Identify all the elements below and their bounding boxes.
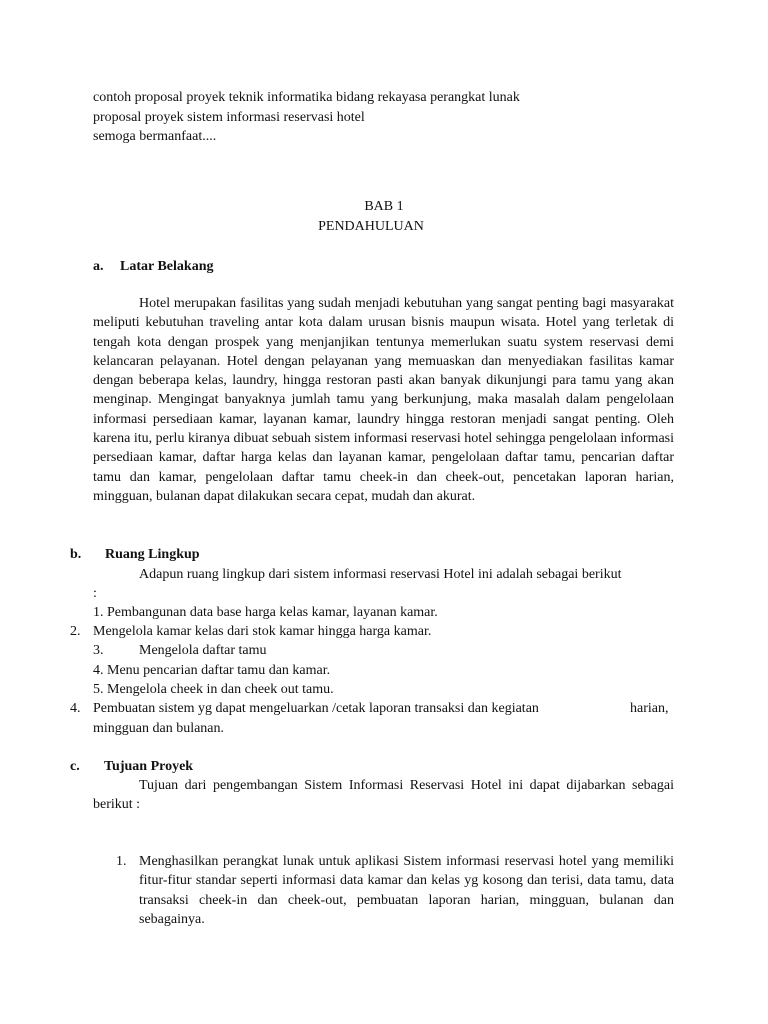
list-item: 4. Menu pencarian daftar tamu dan kamar. (93, 663, 331, 678)
list-item-number: 3. (93, 643, 104, 658)
intro-block (93, 88, 693, 147)
section-c-intro: Tujuan dari pengembangan Sistem Informasi Reservasi Hotel ini dapat dijabarkan sebagai berikut : (93, 778, 674, 813)
section-b-colon: : (93, 586, 97, 601)
list-item: Pembuatan sistem yg dapat mengeluarkan /cetak laporan transaksi dan kegiatan (93, 701, 539, 716)
chapter-title: PENDAHULUAN (318, 219, 424, 234)
section-a-paragraph: Hotel merupakan fasilitas yang sudah menjadi kebutuhan yang sangat penting bagi masyarakat meliputi kebutuhan traveling antar kota dalam urusan bisnis maupun wisata. Hotel yang terletak di tengah kota dengan prospek yang menjanjikan tentunya memerlukan suatu system reservasi demi kelancaran pelayanan. Hotel dengan pelayanan yang memuaskan dan menyediakan fasilitas kamar dengan beberapa kelas, laundry, hingga restoran pasti akan banyak dikunjungi para tamu yang akan menginap. Mengingat banyaknya jumlah tamu yang berkunjung, maka masalah dalam pengelolaan informasi persediaan kamar, layanan kamar, laundry hingga restoran menjadi sangat penting. Oleh karena itu, perlu kiranya dibuat sebuah sistem informasi reservasi hotel sehingga pengelolaan informasi persediaan kamar, daftar harga kelas dan layanan kamar, pengelolaan daftar tamu, pencarian daftar tamu dan kamar, pengelolaan daftar tamu cheek-in dan cheek-out, pencetakan laporan harian, mingguan, bulanan dapat dilakukan secara cepat, mudah dan akurat. (93, 296, 674, 504)
section-b-intro: Adapun ruang lingkup dari sistem informasi reservasi Hotel ini adalah sebagai berikut (139, 567, 622, 582)
section-c-item-text: Menghasilkan perangkat lunak untuk aplikasi Sistem informasi reservasi hotel yang memiliki fitur-fitur standar seperti informasi data kamar dan kelas yg kosong dan terisi, data tamu, data transaksi cheek-in dan cheek-out, pembuatan laporan harian, mingguan, bulanan dan sebagainya. (139, 854, 674, 927)
section-b-title: Ruang Lingkup (105, 547, 200, 562)
section-c-title: Tujuan Proyek (104, 759, 194, 774)
list-item-continuation: harian, (630, 701, 669, 716)
list-item: 5. Mengelola cheek in dan cheek out tamu. (93, 682, 334, 697)
section-c-marker: c. (70, 759, 80, 774)
list-item: 1. Pembangunan data base harga kelas kamar, layanan kamar. (93, 605, 438, 620)
intro-line-2: proposal proyek sistem informasi reservasi hotel (93, 109, 365, 125)
list-item-number: 4. (70, 701, 81, 716)
list-item-continuation: mingguan dan bulanan. (93, 721, 225, 736)
section-a-marker: a. (93, 259, 104, 274)
section-c-item-number: 1. (116, 854, 127, 869)
chapter-number: BAB 1 (364, 199, 404, 214)
list-item-number: 2. (70, 624, 81, 639)
intro-line-1: contoh proposal proyek teknik informatika bidang rekayasa perangkat lunak (93, 90, 520, 105)
section-b-marker: b. (70, 547, 82, 562)
list-item: Mengelola daftar tamu (139, 643, 267, 658)
list-item: Mengelola kamar kelas dari stok kamar hingga harga kamar. (93, 624, 432, 639)
section-a-title: Latar Belakang (120, 259, 214, 274)
intro-line-3: semoga bermanfaat.... (93, 129, 217, 144)
